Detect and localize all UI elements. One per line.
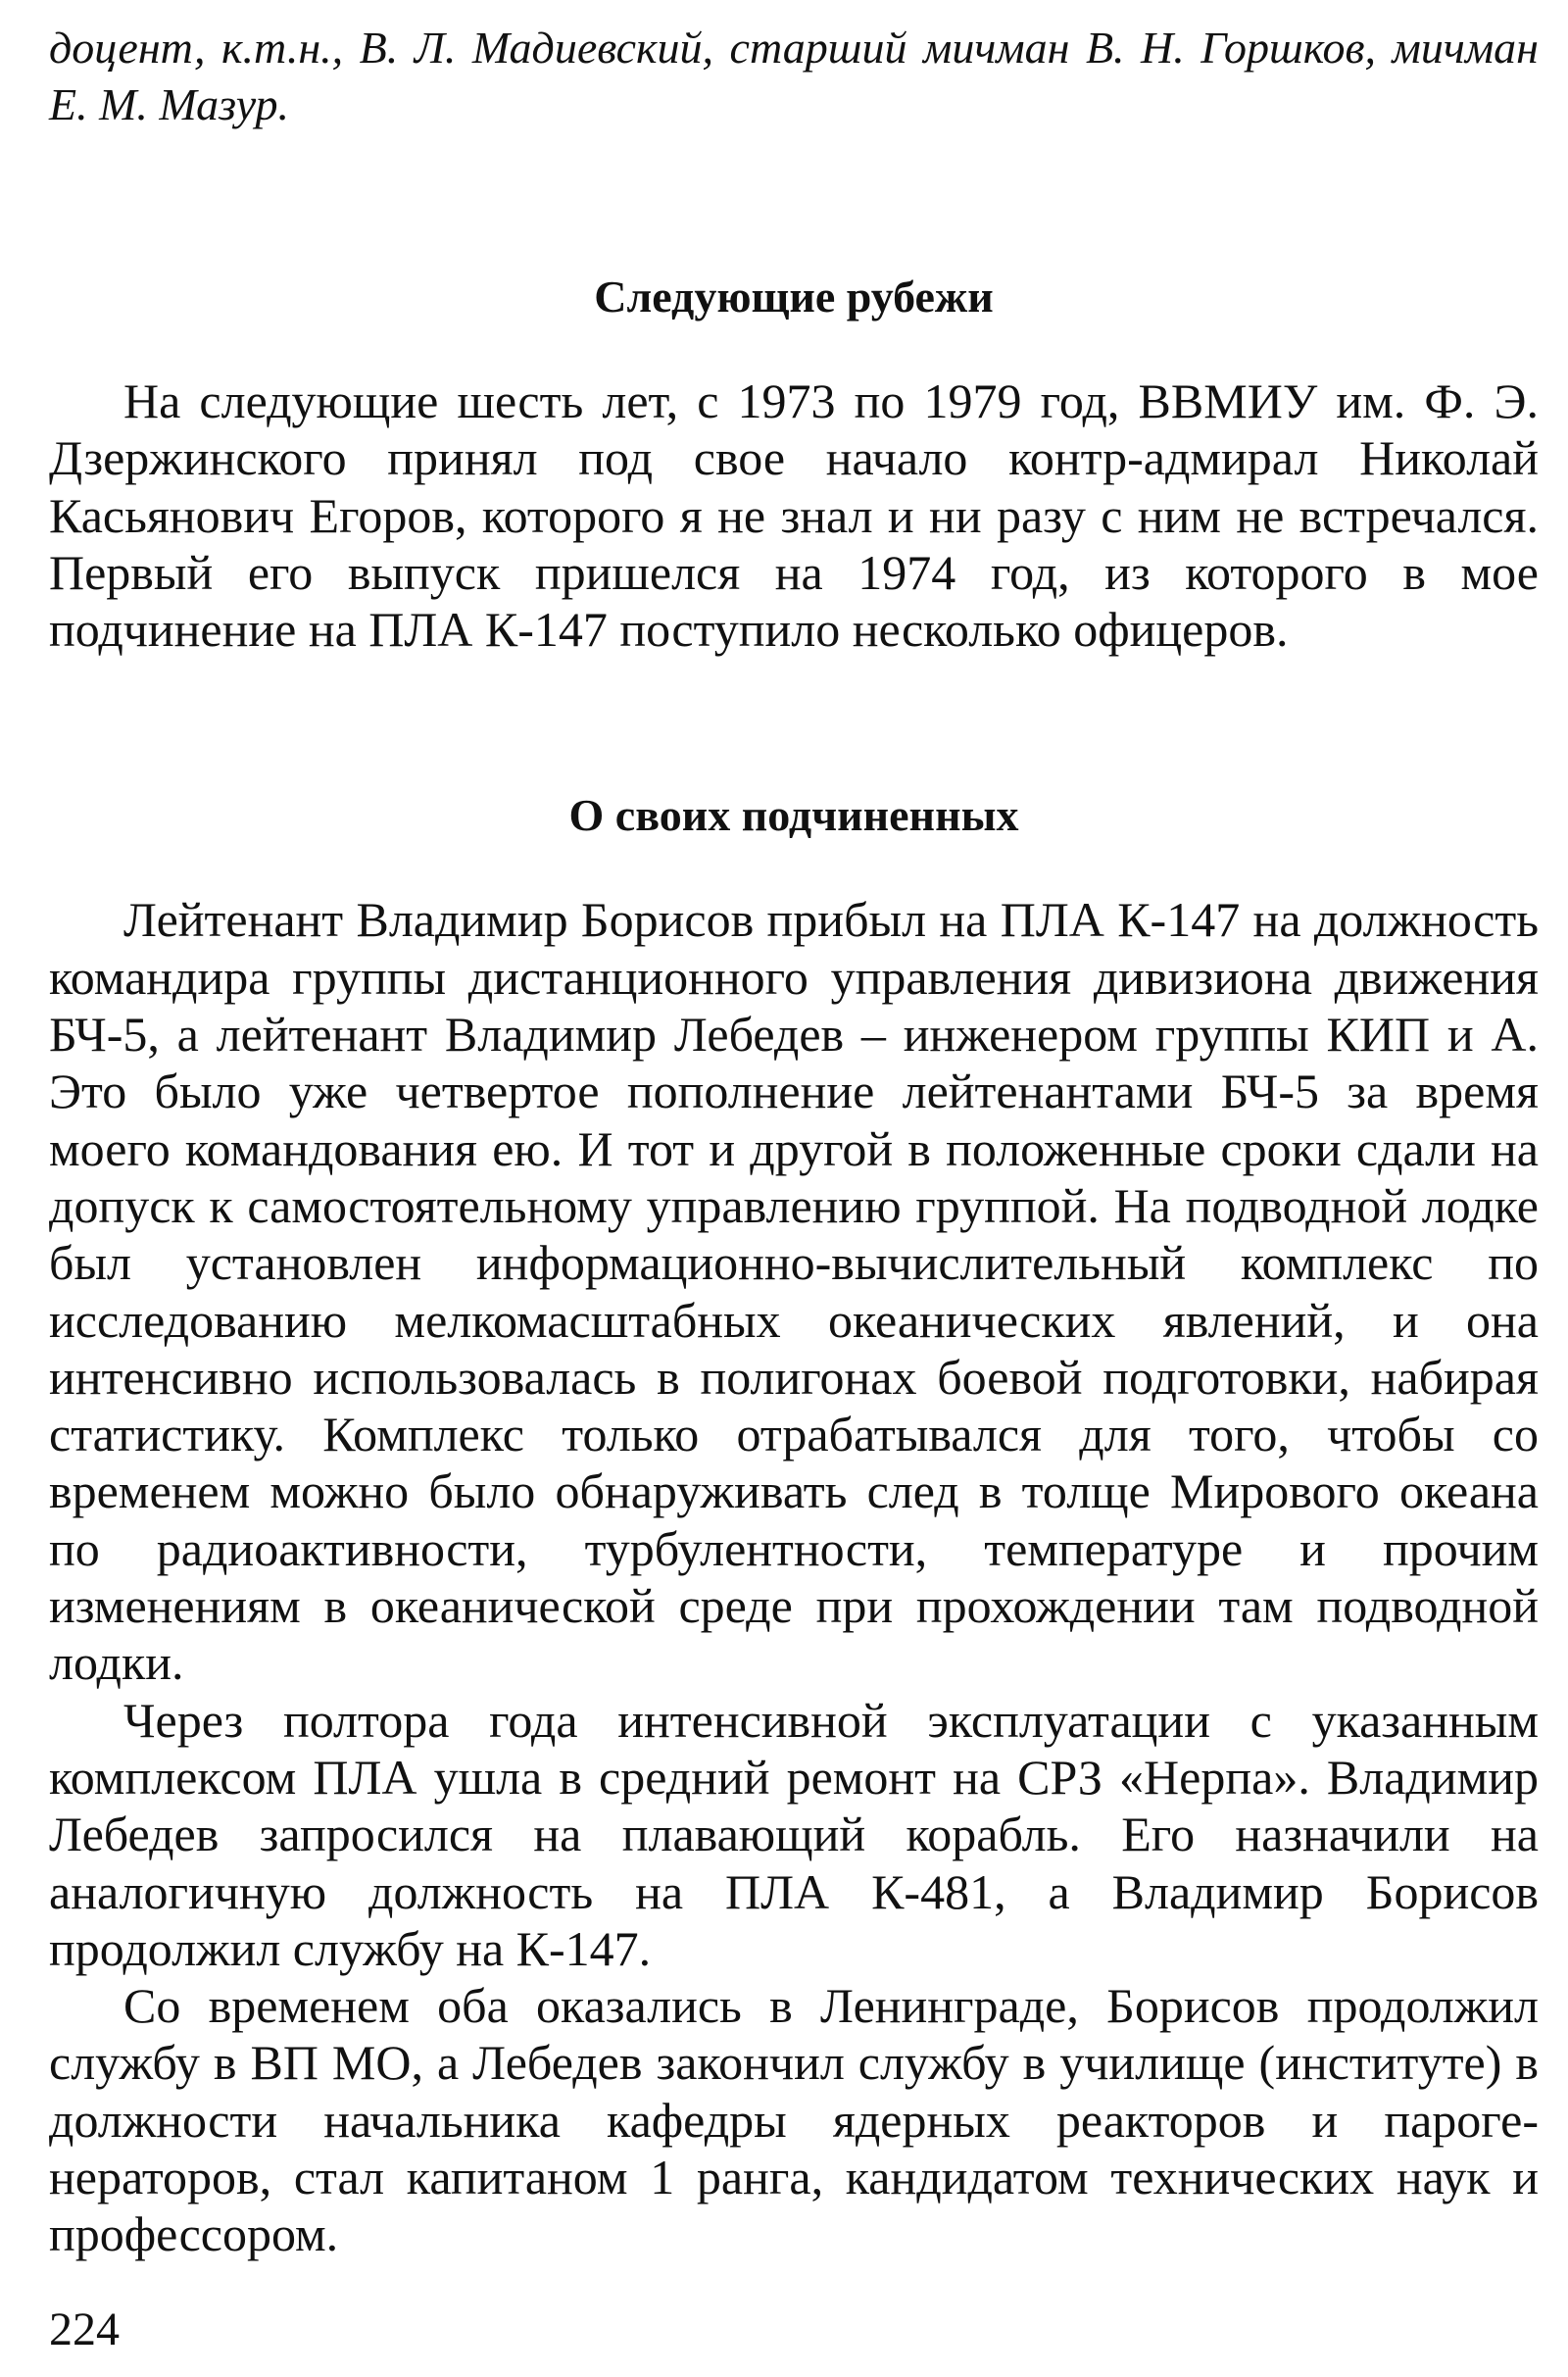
section-heading-next-frontiers: Следующие рубежи xyxy=(594,272,994,322)
paragraph-subordinates-3: Со временем оба оказались в Ленинграде, Борисов продолжил службу в ВП МО, а Лебедев закончил службу в училище (институте) в должности начальника кафедры ядерных реакторов и парогенераторов, стал капитаном 1 ранга, кандидатом технических наук и профессором. xyxy=(49,1978,1539,2262)
paragraph-subordinates-2: Через полтора года интенсивной эксплуатации с указанным комплексом ПЛА ушла в средний ремонт на СРЗ «Нерпа». Владимир Лебедев запросился на плавающий корабль. Его назначили на аналогичную должность на ПЛА К-481, а Владимир Борисов продолжил службу на К-147. xyxy=(49,1692,1539,1976)
paragraph-subordinates-1: Лейтенант Владимир Борисов прибыл на ПЛА К-147 на должность командира группы дистанционного управления дивизиона движения БЧ-5, а лейтенант Владимир Лебедев – инженером группы КИП и А. Это было уже четвертое пополнение лейтенантами БЧ-5 за время моего командования ею. И тот и другой в положенные сроки сдали на допуск к самостоятельному управлению группой. На подводной лодке был установлен информационно-вычислительный комплекс по исследованию мелкомасштабных океанических явлений, и она интенсивно использовалась в полигонах боевой подготовки, набирая статистику. Комплекс только отрабатывался для того, чтобы со временем можно было обнаруживать след в толще Мирового океана по радиоактивности, турбулентности, температуре и прочим изменениям в океанической среде при прохождении там подводной лодки. xyxy=(49,892,1539,1691)
page-number: 224 xyxy=(49,2303,120,2355)
paragraph-next-frontiers: На следующие шесть лет, с 1973 по 1979 год, ВВМИУ им. Ф. Э. Дзержинского принял под свое начало контр-адмирал Николай Касьянович Егоров, которого я не знал и ни разу с ним не встречался. Первый его выпуск пришелся на 1974 год, из которого в мое подчинение на ПЛА К-147 поступило несколько офицеров. xyxy=(49,373,1539,658)
section-heading-subordinates: О своих подчиненных xyxy=(568,790,1019,841)
attribution-text: доцент, к.т.н., В. Л. Мадиевский, старший мичман В. Н. Горшков, мичман Е. М. Мазур. xyxy=(49,23,1539,129)
book-page xyxy=(49,20,1539,2357)
